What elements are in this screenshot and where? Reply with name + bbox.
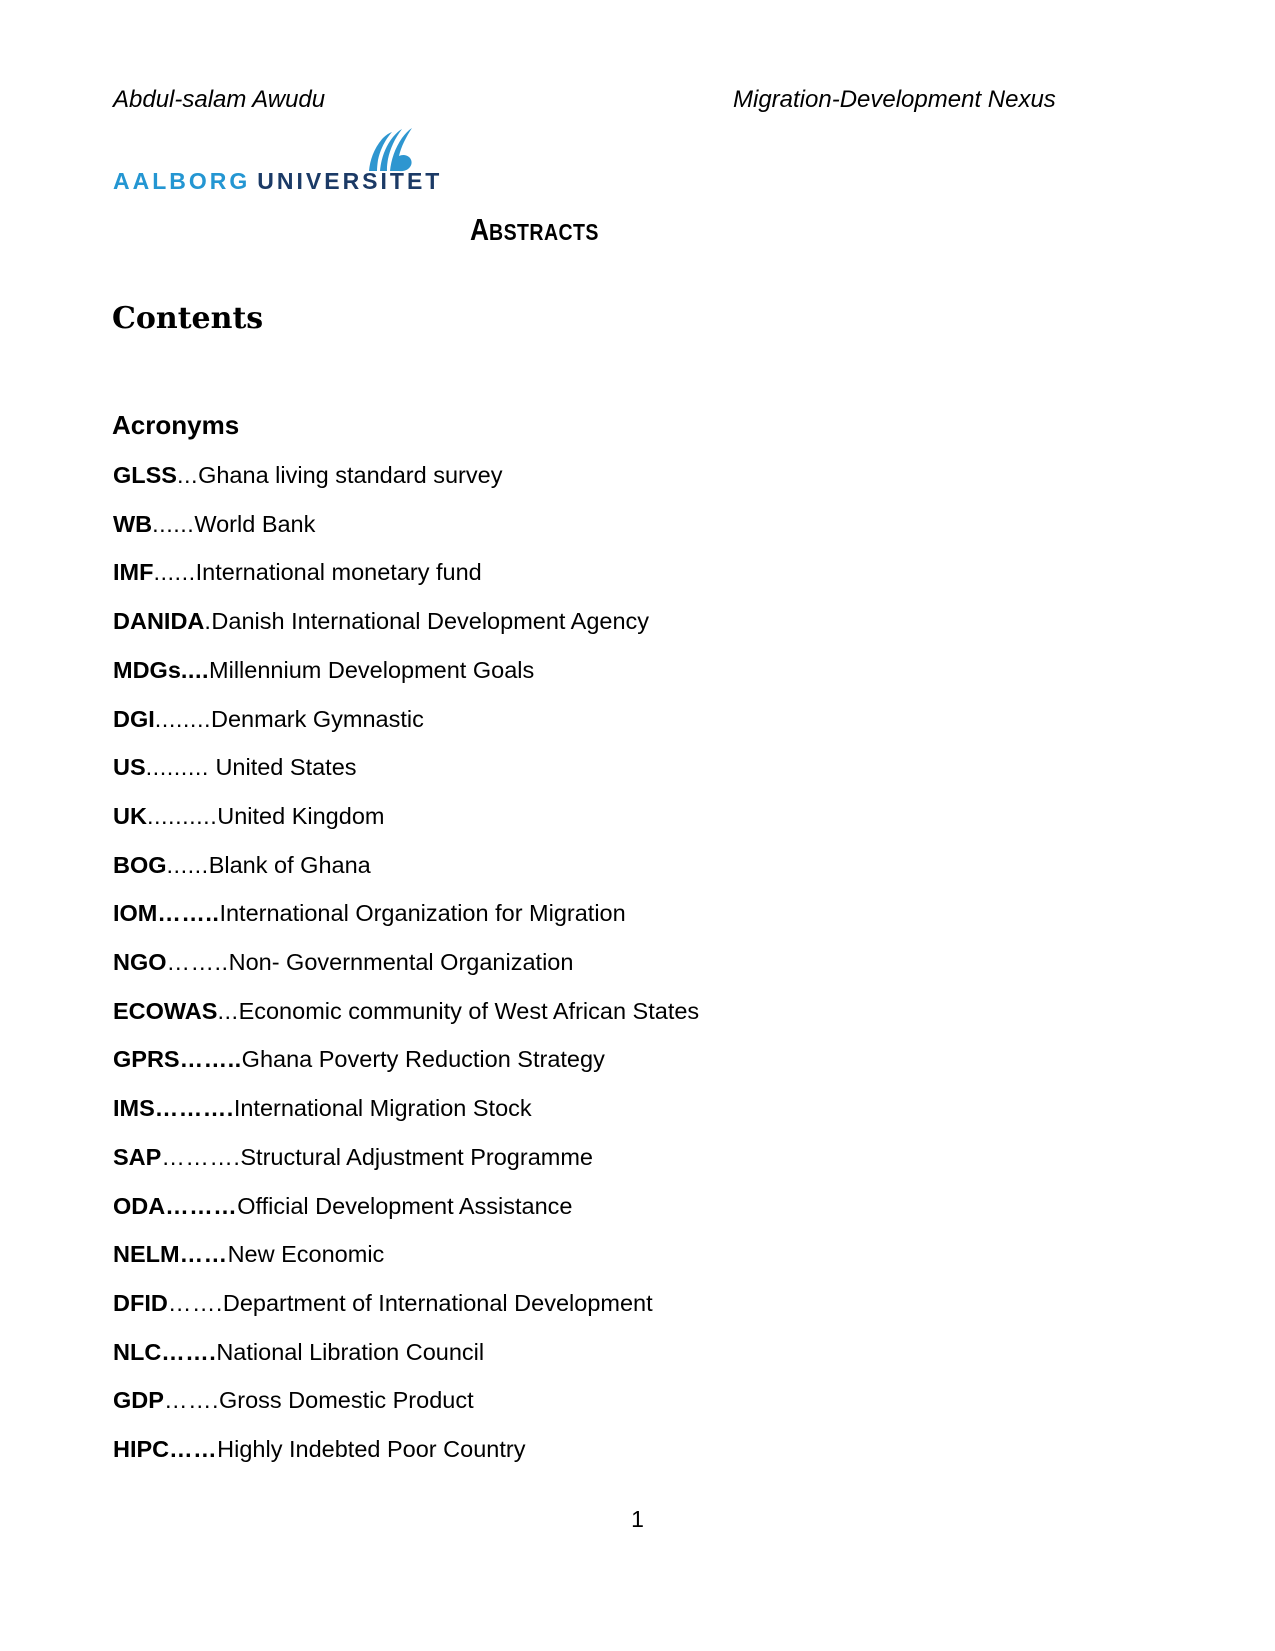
acronym-abbr: IOM xyxy=(113,900,158,927)
acronym-definition: United States xyxy=(208,754,357,781)
section-title-initial: A xyxy=(470,212,490,247)
acronym-definition: Denmark Gymnastic xyxy=(211,705,424,732)
acronym-definition: New Economic xyxy=(227,1241,385,1268)
acronyms-heading: Acronyms xyxy=(112,410,240,440)
acronym-abbr: HIPC xyxy=(113,1436,170,1463)
acronym-entry xyxy=(113,695,699,744)
logo-wordmark xyxy=(113,168,442,195)
acronym-dots: ... xyxy=(176,462,199,488)
acronym-entry xyxy=(113,451,699,500)
acronym-dots: …….. xyxy=(157,900,220,927)
acronym-dots: .......... xyxy=(146,802,218,829)
acronym-entry xyxy=(113,1376,699,1425)
acronym-dots: …… xyxy=(179,1241,228,1268)
acronym-definition: Ghana living standard survey xyxy=(198,462,503,488)
section-title-rest: BSTRACTS xyxy=(489,219,599,245)
acronym-definition: World Bank xyxy=(194,510,316,537)
acronym-abbr: WB xyxy=(113,510,153,537)
acronym-dots: ......... xyxy=(145,754,209,781)
acronym-dots: ……. xyxy=(161,1338,217,1365)
acronym-abbr: GPRS xyxy=(113,1046,180,1073)
acronym-abbr: DANIDA xyxy=(113,608,205,635)
acronym-definition: Ghana Poverty Reduction Strategy xyxy=(241,1046,605,1073)
acronym-dots: ………. xyxy=(161,1143,241,1170)
acronym-entry xyxy=(113,938,699,987)
page-number: 1 xyxy=(631,1506,644,1532)
acronym-definition: Danish International Development Agency xyxy=(211,608,650,635)
acronym-entry xyxy=(113,597,699,646)
acronym-entry xyxy=(113,646,699,695)
acronym-dots: ……. xyxy=(167,1289,223,1316)
acronym-entry xyxy=(113,500,699,549)
logo-word-secondary: UNIVERSITET xyxy=(257,168,443,194)
acronym-abbr: BOG xyxy=(113,851,167,878)
acronym-abbr: GLSS xyxy=(113,462,177,488)
acronym-definition: Economic community of West African States xyxy=(238,997,700,1024)
acronym-definition: Millennium Development Goals xyxy=(209,656,535,683)
acronym-definition: Official Development Assistance xyxy=(237,1192,573,1219)
acronym-definition: Gross Domestic Product xyxy=(218,1387,474,1414)
acronym-dots: . xyxy=(204,608,212,635)
acronym-abbr: US xyxy=(113,754,146,781)
section-title-abstracts xyxy=(470,212,599,248)
acronym-abbr: IMF xyxy=(113,559,154,586)
acronym-dots: ... xyxy=(217,997,239,1024)
acronym-definition: Blank of Ghana xyxy=(208,851,371,878)
acronym-abbr: DGI xyxy=(113,705,155,732)
acronym-abbr: ECOWAS xyxy=(113,997,218,1024)
acronym-list xyxy=(113,451,699,1474)
acronym-dots: .... xyxy=(180,656,210,683)
acronym-abbr: GDP xyxy=(113,1387,164,1414)
acronym-entry xyxy=(113,1133,699,1182)
university-logo xyxy=(112,124,452,194)
logo-word-primary: AALBORG xyxy=(113,168,251,194)
acronym-dots: …….. xyxy=(179,1046,242,1073)
acronym-entry xyxy=(113,1425,699,1474)
acronym-entry xyxy=(113,987,699,1036)
header-running-title: Migration-Development Nexus xyxy=(733,86,1056,113)
acronym-dots: ...... xyxy=(152,510,195,537)
acronym-dots: ........ xyxy=(154,705,212,732)
acronym-entry xyxy=(113,1328,699,1377)
acronym-entry xyxy=(113,548,699,597)
acronym-dots: …….. xyxy=(166,949,229,976)
acronym-entry xyxy=(113,792,699,841)
acronym-dots: ……. xyxy=(163,1387,219,1414)
acronym-entry xyxy=(113,1182,699,1231)
acronym-entry xyxy=(113,1035,699,1084)
acronym-definition: National Libration Council xyxy=(216,1338,485,1365)
acronym-definition: United Kingdom xyxy=(217,802,385,829)
acronym-dots: …… xyxy=(169,1436,218,1463)
acronym-abbr: NLC xyxy=(113,1338,162,1365)
aau-waves-icon xyxy=(366,126,416,172)
acronym-dots: ...... xyxy=(153,559,196,586)
acronym-definition: Non- Governmental Organization xyxy=(228,949,574,976)
acronym-abbr: DFID xyxy=(113,1289,168,1316)
header-author: Abdul-salam Awudu xyxy=(113,86,326,113)
acronym-abbr: MDGs xyxy=(113,656,181,683)
acronym-definition: Highly Indebted Poor Country xyxy=(217,1436,526,1463)
acronym-definition: Structural Adjustment Programme xyxy=(240,1143,593,1170)
acronym-abbr: UK xyxy=(113,802,147,829)
acronym-entry xyxy=(113,889,699,938)
acronym-definition: International monetary fund xyxy=(195,559,482,586)
acronym-entry xyxy=(113,743,699,792)
acronym-abbr: SAP xyxy=(113,1143,162,1170)
acronym-dots: ...... xyxy=(166,851,209,878)
acronym-definition: International Migration Stock xyxy=(233,1095,532,1122)
acronym-definition: International Organization for Migration xyxy=(219,900,626,927)
acronym-abbr: ODA xyxy=(113,1192,166,1219)
acronym-entry xyxy=(113,1279,699,1328)
acronym-entry xyxy=(113,841,699,890)
contents-heading: Contents xyxy=(112,301,264,336)
acronym-entry xyxy=(113,1230,699,1279)
acronym-abbr: NELM xyxy=(113,1241,180,1268)
acronym-dots: ………. xyxy=(154,1095,234,1122)
acronym-dots: ……… xyxy=(165,1192,238,1219)
acronym-entry xyxy=(113,1084,699,1133)
acronym-abbr: NGO xyxy=(113,949,167,976)
acronym-abbr: IMS xyxy=(113,1095,155,1122)
acronym-definition: Department of International Development xyxy=(222,1289,653,1316)
